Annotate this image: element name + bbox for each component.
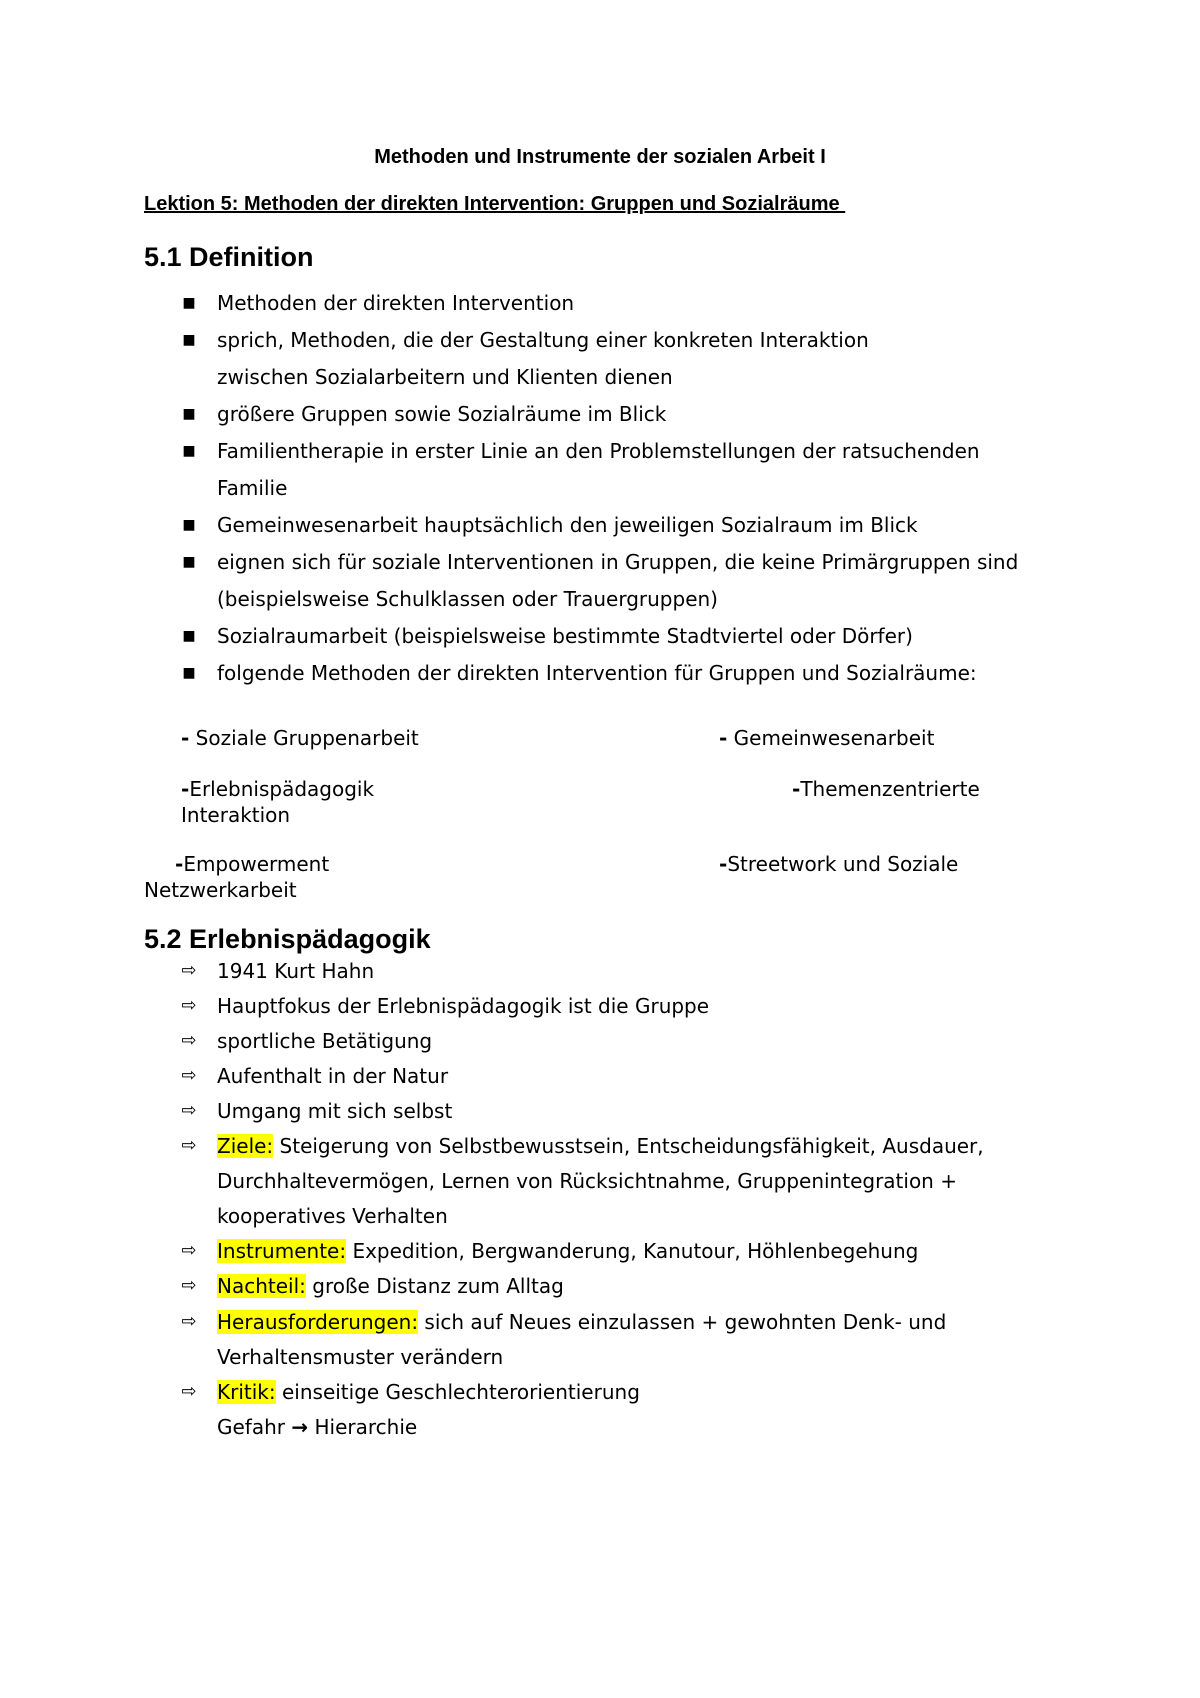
- right-arrow-icon: ⇨: [181, 1381, 197, 1402]
- highlighted-label: Herausforderungen:: [217, 1310, 419, 1334]
- list-item-continuation: kooperatives Verhalten: [217, 1204, 448, 1228]
- square-bullet-icon: ■: [182, 517, 196, 533]
- right-arrow-icon: ⇨: [181, 1030, 197, 1051]
- list-item-continuation: Durchhaltevermögen, Lernen von Rücksichtnahme, Gruppenintegration +: [217, 1169, 957, 1193]
- method-erlebnispaedagogik: -Erlebnispädagogik: [181, 777, 375, 801]
- highlighted-label: Instrumente:: [217, 1239, 347, 1263]
- highlighted-label: Nachteil:: [217, 1274, 306, 1298]
- square-bullet-icon: ■: [182, 665, 196, 681]
- section-heading-erlebnispaedagogik: 5.2 Erlebnispädagogik: [144, 924, 431, 954]
- section-heading-definition: 5.1 Definition: [144, 242, 314, 272]
- right-arrow-icon: ⇨: [181, 1311, 197, 1332]
- document-title: Methoden und Instrumente der sozialen Arbeit I: [374, 146, 826, 168]
- list-item-continuation: Gefahr → Hierarchie: [217, 1415, 418, 1439]
- square-bullet-icon: ■: [182, 443, 196, 459]
- square-bullet-icon: ■: [182, 295, 196, 311]
- method-netzwerkarbeit: Netzwerkarbeit: [144, 878, 297, 902]
- bold-right-arrow-icon: →: [291, 1415, 309, 1439]
- right-arrow-icon: ⇨: [181, 1135, 197, 1156]
- highlighted-label: Ziele:: [217, 1134, 274, 1158]
- square-bullet-icon: ■: [182, 554, 196, 570]
- list-item-continuation: Verhaltensmuster verändern: [217, 1345, 504, 1369]
- list-item-continuation: (beispielsweise Schulklassen oder Trauergruppen): [217, 587, 718, 611]
- method-streetwork: -Streetwork und Soziale: [719, 852, 959, 876]
- method-soziale-gruppenarbeit: - Soziale Gruppenarbeit: [181, 726, 419, 750]
- right-arrow-icon: ⇨: [181, 1240, 197, 1261]
- method-interaktion: Interaktion: [181, 803, 291, 827]
- square-bullet-icon: ■: [182, 406, 196, 422]
- list-item-continuation: Familie: [217, 476, 288, 500]
- right-arrow-icon: ⇨: [181, 1275, 197, 1296]
- method-empowerment: -Empowerment: [175, 852, 330, 876]
- square-bullet-icon: ■: [182, 628, 196, 644]
- document-page: Methoden und Instrumente der sozialen Arbeit I Lektion 5: Methoden der direkten Intervention: Gruppen und Sozialräume 5.1 Definition ■ Methoden der direkten Intervention ■ sprich, Methoden, die der Gestaltung einer konkreten Interaktion zwischen Sozialarbeitern und Klienten dienen ■ größere Gruppen sowie Sozialräume im Blick ■ Familientherapie in erster Linie an den Problemstellungen der ratsuchenden Familie ■ Gemeinwesenarbeit hauptsächlich den jeweiligen Sozialraum im Blick ■ eignen sich für soziale Interventionen in Gruppen, die keine Primärgruppen sind (beispielsweise Schulklassen oder Trauergruppen) ■ Sozialraumarbeit (beispielsweise bestimmte Stadtviertel oder Dörfer) ■ folgende Methoden der direkten Intervention für Gruppen und Sozialräume: - Soziale Gruppenarbeit - Gemeinwesenarbeit -Erlebnispädagogik -Themenzentrierte Interaktion -Empowerment -Streetwork und Soziale Netzwerkarbeit 5.2 Erlebnispädagogik ⇨ 1941 Kurt Hahn ⇨ Hauptfokus der Erlebnispädagogik ist die Gruppe ⇨ sportliche Betätigung ⇨ Aufenthalt in der Natur ⇨ Umgang mit sich selbst ⇨ Ziele: Steigerung von Selbstbewusstsein, Entscheidungsfähigkeit, Ausdauer, Durchhaltevermögen, Lernen von Rücksichtnahme, Gruppenintegration + kooperatives Verhalten ⇨ Instrumente: Expedition, Bergwanderung, Kanutour, Höhlenbegehung ⇨ Nachteil: große Distanz zum Alltag ⇨ Herausforderungen: sich auf Neues einzulassen + gewohnten Denk- und Verhaltensmuster verändern ⇨ Kritik: einseitige Geschlechterorientierung Gefahr → Hierarchie: [0, 0, 1200, 1698]
- method-themenzentrierte: -Themenzentrierte: [792, 777, 980, 801]
- right-arrow-icon: ⇨: [181, 960, 197, 981]
- highlighted-label: Kritik:: [217, 1380, 276, 1404]
- list-item-continuation: zwischen Sozialarbeitern und Klienten dienen: [217, 365, 673, 389]
- right-arrow-icon: ⇨: [181, 1100, 197, 1121]
- right-arrow-icon: ⇨: [181, 1065, 197, 1086]
- right-arrow-icon: ⇨: [181, 995, 197, 1016]
- method-gemeinwesenarbeit: - Gemeinwesenarbeit: [719, 726, 935, 750]
- square-bullet-icon: ■: [182, 332, 196, 348]
- lesson-heading: Lektion 5: Methoden der direkten Intervention: Gruppen und Sozialräume: [144, 193, 846, 215]
